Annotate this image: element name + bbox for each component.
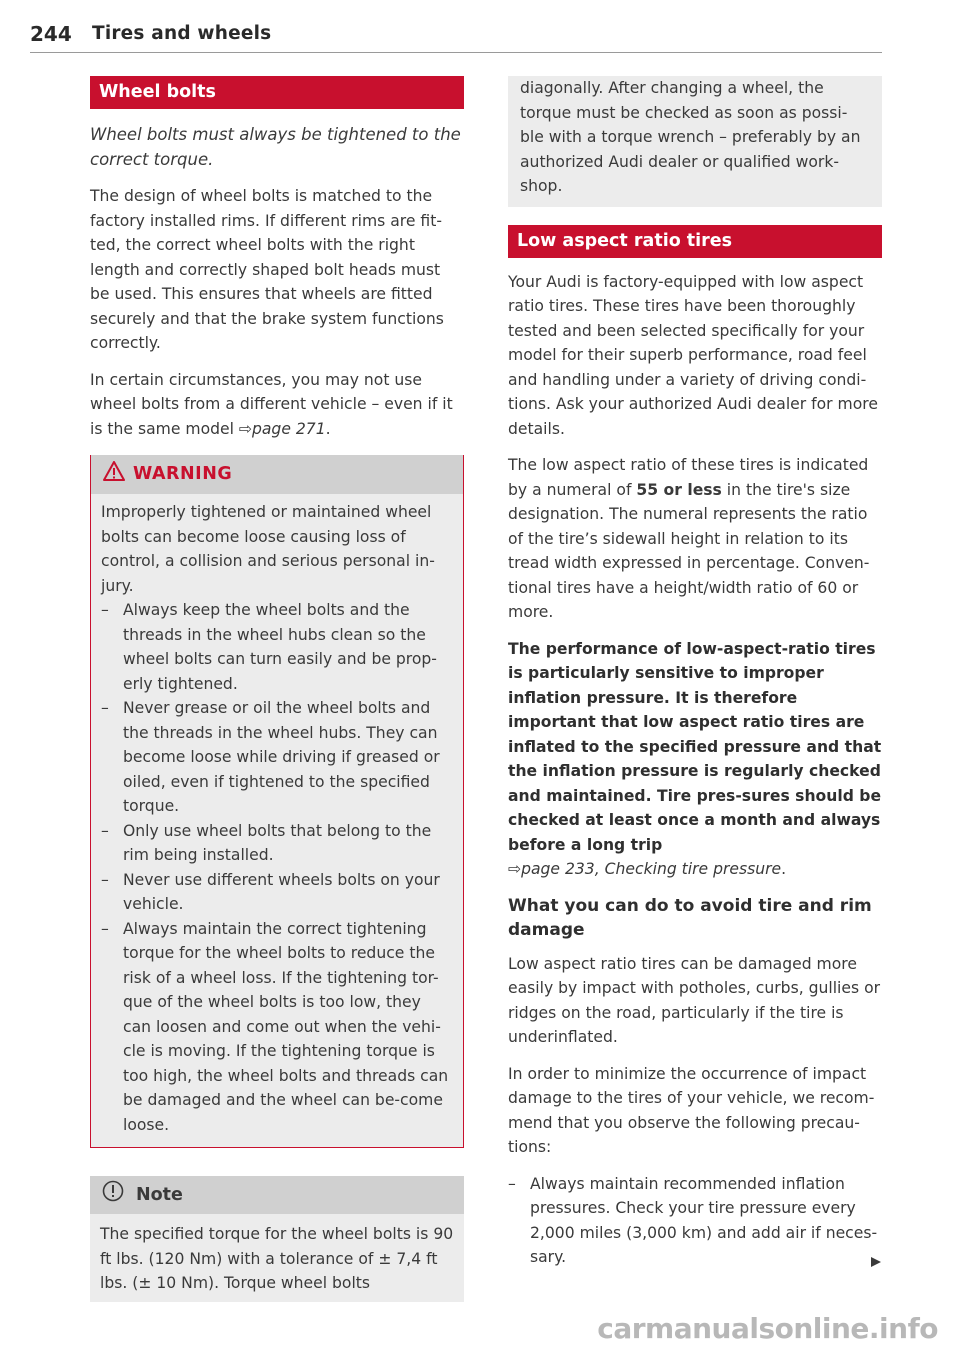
list-item: – Always maintain the correct tightening torque for the wheel bolts to reduce the risk of a wheel loss. If the tightening tor-que of the wheel bolts is too low, they can loosen and come out when the vehi-cle is moving. If the tightening torque is too high, the wheel bolts and threads can be damaged and the wheel can be-come loose.: [101, 917, 453, 1138]
note-body: The specified torque for the wheel bolts is 90 ft lbs. (120 Nm) with a tolerance of ± 7,4 ft lbs. (± 10 Nm). Torque wheel bolts: [90, 1214, 464, 1302]
warning-body: [91, 494, 463, 1147]
section-intro: Wheel bolts must always be tightened to the correct torque.: [90, 125, 461, 169]
warning-label: WARNING: [133, 464, 233, 485]
page-reference-link[interactable]: ⇨page 271: [238, 419, 326, 438]
warning-intro: Improperly tightened or maintained wheel bolts can become loose causing loss of control, a collision and serious personal in-jury.: [101, 503, 435, 595]
list-item: – Always keep the wheel bolts and the threads in the wheel hubs clean so the wheel bolts can turn easily and be prop-erly tightened.: [101, 598, 453, 696]
warning-box: [90, 455, 464, 1148]
subsection-heading: What you can do to avoid tire and rim damage: [508, 895, 872, 940]
list-item: – Never grease or oil the wheel bolts and the threads in the wheel hubs. They can become loose while driving if greased or oiled, even if tightened to the specified torque.: [101, 696, 453, 819]
section-heading-low-aspect: Low aspect ratio tires: [508, 225, 882, 258]
warning-list: [101, 598, 453, 1137]
list-item: – Only use wheel bolts that belong to the rim being installed.: [101, 819, 453, 868]
note-header: [90, 1176, 464, 1214]
warning-header: [91, 455, 463, 494]
continue-arrow-icon: [870, 1251, 882, 1276]
paragraph: The low aspect ratio of these tires is indicated by a numeral of 55 or less in the tire's size designation. The numeral represents the ratio of the tire’s sidewall height in relation to its tread width expressed in percentage. Conven-tional tires have a height/width ratio of 60 or more.: [508, 456, 870, 621]
paragraph: Your Audi is factory-equipped with low aspect ratio tires. These tires have been thoroughly tested and been selected specifically for your model for their superb performance, road feel and handling under a variety of driving condi-tions. Ask your authorized Audi dealer for more details.: [508, 272, 878, 438]
warning-triangle-icon: [103, 461, 125, 489]
info-circle-icon: [102, 1180, 124, 1210]
page-title: Tires and wheels: [92, 23, 272, 44]
paragraph: The design of wheel bolts is matched to the factory installed rims. If different rims are fit-ted, the correct wheel bolts with the right length and correctly shaped bolt heads must be used. This ensures that wheels are fitted securely and that the brake system functions correctly.: [90, 187, 444, 352]
note-label: Note: [136, 1184, 183, 1205]
paragraph-with-ref: In certain circumstances, you may not use wheel bolts from a different vehicle – even if it is the same model ⇨page 271.: [90, 370, 453, 438]
bold-paragraph: The performance of low-aspect-ratio tires is particularly sensitive to improper inflation pressure. It is therefore important that low aspect ratio tires are inflated to the specified pressure and that the inflation pressure is regularly checked and maintained. Tire pres-sures should be checked at least once a month and always before a long trip ⇨page 233, Checking tire pressure.: [508, 639, 882, 878]
precaution-list: [508, 1172, 882, 1270]
page-header: [30, 22, 882, 53]
watermark: carmanualsonline.info: [597, 1312, 938, 1345]
right-column: [508, 76, 882, 1276]
note-box: [90, 1176, 464, 1302]
page-reference-link[interactable]: ⇨page 233, Checking tire pressure: [508, 860, 782, 878]
section-heading-wheel-bolts: Wheel bolts: [90, 76, 464, 109]
bold-inline: 55 or less: [636, 480, 722, 499]
list-item: – Never use different wheels bolts on your vehicle.: [101, 868, 453, 917]
page-number: 244: [30, 22, 72, 46]
paragraph: Low aspect ratio tires can be damaged more easily by impact with potholes, curbs, gullies or ridges on the road, particularly if the tire is underinflated.: [508, 954, 881, 1046]
list-item: – Always maintain recommended inflation pressures. Check your tire pressure every 2,000 miles (3,000 km) and add air if neces-sary.: [508, 1172, 882, 1270]
note-continued: diagonally. After changing a wheel, the torque must be checked as soon as possi-ble with a torque wrench – preferably by an authorized Audi dealer or qualified work-shop.: [508, 76, 882, 207]
paragraph: In order to minimize the occurrence of impact damage to the tires of your vehicle, we recom-mend that you observe the following precau-tions:: [508, 1064, 875, 1156]
left-column: [90, 76, 464, 1302]
